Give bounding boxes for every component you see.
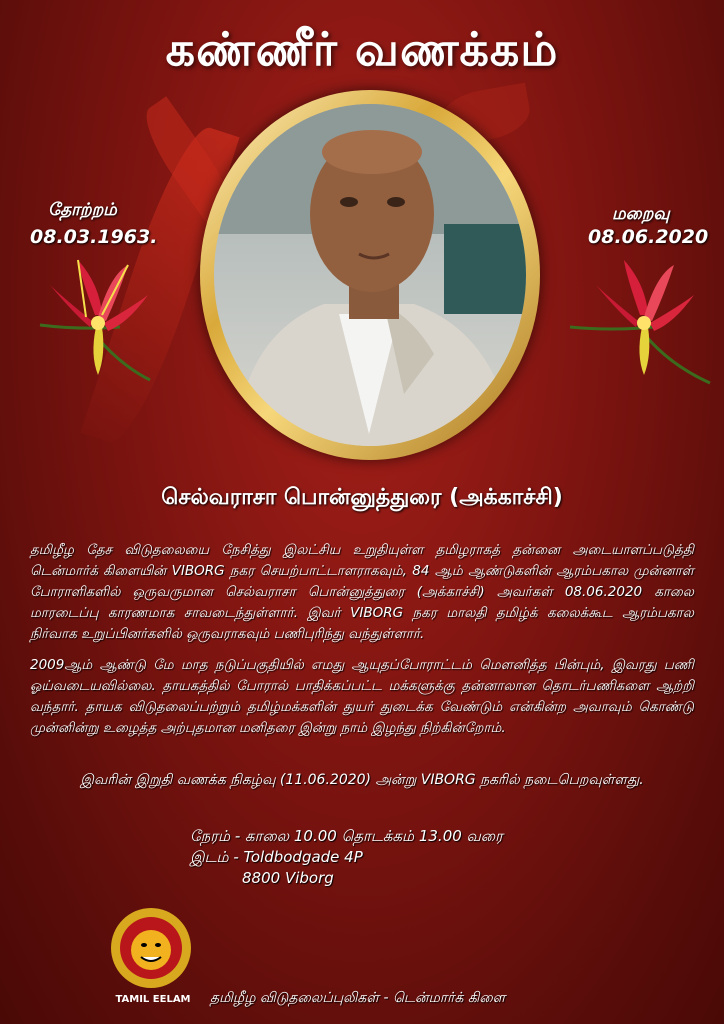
logo-label: TAMIL EELAM (115, 994, 191, 1005)
funeral-notice: இவரின் இறுதி வணக்க நிகழ்வு (11.06.2020) அன்று VIBORG நகரில் நடைபெறவுள்ளது. (80, 772, 644, 788)
lily-flower-icon (20, 255, 170, 395)
birth-date: 08.03.1963. (30, 226, 158, 248)
deceased-name: செல்வராசா பொன்னுத்துரை (அக்காச்சி) (161, 485, 563, 510)
tribute-paragraph-1: தமிழீழ தேச விடுதலையை நேசித்து இலட்சிய உறுதியுள்ள தமிழராகத் தன்னை அடையாளப்படுத்தி டென்மார்க் கிளையின் VIBORG நகர செயற்பாட்டாளராகவும், 84 ஆம் ஆண்டுகளின் ஆரம்பகால முன்னாள் போராளிகளில் ஒருவருமான செல்வராசா பொன்னுத்துரை (அக்காச்சி) அவர்கள் 08.06.2020 காலை மாரடைப்பு காரணமாக சாவடைந்துள்ளார். இவர் VIBORG நகர மாலதி தமிழ்க் கலைக்கூட ஆரம்பகால நிர்வாக உறுப்பினர்களில் ஒருவராகவும் பணிபுரிந்து வந்துள்ளார். (30, 542, 694, 642)
footer-organization: தமிழீழ விடுதலைப்புலிகள் - டென்மார்க் கிளை (210, 990, 506, 1006)
tribute-paragraph-2: 2009ஆம் ஆண்டு மே மாத நடுப்பகுதியில் எமது ஆயுதப்போராட்டம் மௌனித்த பின்பும், இவரது பணி ஓய்வடையவில்லை. தாயகத்தில் போரால் பாதிக்கப்பட்ட மக்களுக்கு தன்னாலான தொடர்பணிகளை ஆற்றி வந்தார். தாயக விடுதலைப்பற்றும் தமிழ்மக்களின் துயர் துடைக்க வேண்டும் என்கின்ற அவாவும் கொண்டு முன்னின்று உழைத்த அற்புதமான மனிதரை இன்று நாம் இழந்து நிற்கின்றோம். (30, 657, 694, 736)
death-date: 08.06.2020 (588, 226, 709, 248)
funeral-details (190, 826, 503, 889)
tiger-emblem-icon (108, 905, 194, 991)
portrait-photo (214, 104, 526, 446)
birth-label: தோற்றம் (48, 200, 117, 220)
funeral-time: நேரம் - காலை 10.00 தொடக்கம் 13.00 வரை (190, 827, 503, 845)
funeral-place: இடம் - Toldbodgade 4P (190, 848, 363, 866)
death-label: மறைவு (612, 204, 670, 224)
poster-title: கண்ணீர் வணக்கம் (165, 22, 559, 76)
portrait-frame (200, 90, 540, 460)
lily-flower-icon (560, 255, 720, 395)
funeral-city: 8800 Viborg (242, 869, 334, 887)
